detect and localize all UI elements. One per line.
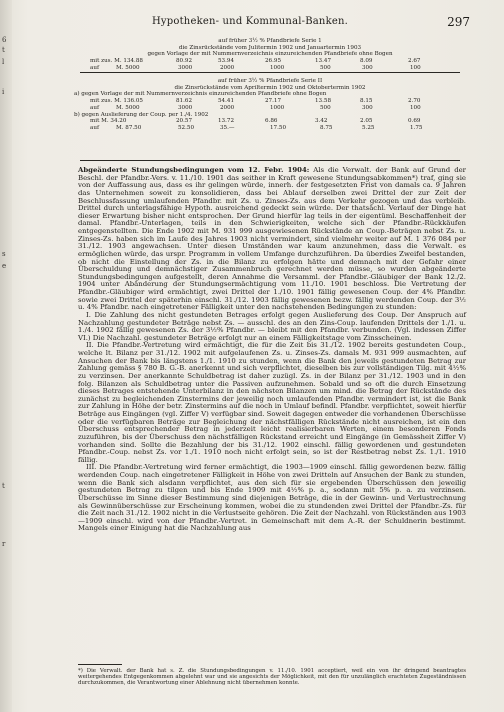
- paragraph: I. Die Zahlung des nicht gestundeten Betrages erfolgt gegen Auslieferung des Coup. Der Anspruch auf Nachzahlung gestundeter Beträge nebst Zs. — ausschl. des an den Zins-Coup. laufenden Drittels der 1./1. u. 1./4. 1902 fällig gewesenen Zs. der 3½% Pfandbr. — bleibt mit den Pfandbr. verbunden. (Vgl. indessen Ziffer VI.) Die Nachzahl. gestundeter Beträge erfolgt nur an einem Fälligkeitstage vom Zinsscheinen.: [78, 310, 466, 342]
- table-series-1: [80, 38, 460, 72]
- table-row: [80, 105, 460, 112]
- table-cell: 53.94: [218, 57, 235, 64]
- section-heading: Abgeänderte Stundungsbedingungen vom 12. Febr. 1904:: [78, 166, 310, 174]
- table-row: [80, 58, 460, 65]
- table-cell: 2000: [220, 64, 235, 71]
- table-cell: 300: [362, 64, 373, 71]
- table-cell: 5.25: [362, 125, 375, 132]
- table-cell: 500: [320, 104, 331, 111]
- table-cell: 1.75: [410, 125, 423, 132]
- table-cell: 17.50: [270, 125, 287, 132]
- table-caption: b) gegen Auslieferung der Coup. per 1./4. 1902: [74, 111, 209, 118]
- gutter-char: r: [2, 540, 6, 548]
- table-cell: 3.42: [315, 118, 328, 125]
- table-cell: 80.92: [176, 57, 193, 64]
- table-cell: 100: [410, 64, 421, 71]
- table-cell: 500: [320, 64, 331, 71]
- table-cell: M. 5000: [116, 64, 140, 71]
- running-header: [40, 16, 470, 32]
- table-cell: 2000: [220, 104, 235, 111]
- table-cell: 8.15: [360, 97, 373, 104]
- table-cell: auf: [90, 64, 100, 71]
- previous-page-edge: [0, 0, 12, 712]
- body-text: [78, 167, 466, 533]
- table-cell: 8.75: [320, 125, 333, 132]
- table-cell: 13.47: [315, 57, 332, 64]
- table-cell: 6.86: [265, 118, 278, 125]
- table-cell: 8.09: [360, 57, 373, 64]
- table-cell: M. 87.50: [116, 125, 142, 132]
- paragraph-text: Als die Verwalt. der Bank auf Grund der Beschl. der Pfandbr.-Vers. v. 11./10. 1901 das seither in Kraft gewesene Stundungsabkommen*) traf, ging sie von der Auffassung aus, dass es ihr gelingen würde, innerh. der festgesetzten Frist von damals ca. 9 Jahren das Unternehmen soweit zu konsolidieren, dass bei Ablauf derselben zwei Drittel der zur Zeit der Beschlussfassung umlaufenden Pfandbr. mit Zs. u. Zinses-Zs. aus dem Verkehr gezogen und das verbleib. Drittel durch unterlagsfähige Hypoth. ausreichend gedeckt sein würde. Der thatsächl. Verlauf der Dinge hat dieser Erwartung bisher nicht entsprochen. Der Grund hierfür lag teils in der eigentüml. Beschaffenheit der damal. Pfandbr.-Unterlagen, teils in den Schwierigkeiten, welche sich der Pfandbr.-Rückkäufen entgegenstellten. Die Ende 1902 mit M. 931 999 ausgewiesenen Rückstände an Coup.-Beträgen nebst Zs. u. Zinses-Zs. haben sich im Laufe des Jahres 1903 nicht vermindert, sind vielmehr weiter auf M. 1 376 084 per 31./12. 1903 angewachsen. Unter diesen Umständen war kaum anzunehmen, dass die Verwalt. es ermöglichen würde, das urspr. Programm in vollem Umfange durchzuführen. Da überdies Zweifel bestanden, ob nicht die Einstellung der Zs. in die Bilanz zu erfolgen hätte und demnach mit der Gefahr einer Überschuldung und demnächstiger Zusammenbruch gerechnet werden müsse, so wurden abgeänderte Stundungsbedingungen aufgestellt, deren Annahme die Versamml. der Pfandbr.-Gläubiger der Bank 12./2. 1904 unter Abänderung der Stundungsermächtigung vom 11./10. 1901 beschloss. Die Vertretung der Pfandbr.-Gläubiger wird ermächtigt, zwei Drittel der 1./10. 1901 fällig gewesenen Coup. der 4% Pfandbr. sowie zwei Drittel der späterhin einschl. 31./12. 1903 fällig gewesenen bezw. fällig werdenden Coup. der 3½ u. 4% Pfandbr. nach eingetretener Fälligkeit unter den nachstehenden Bedingungen zu stunden:: [78, 166, 466, 312]
- table-cell: mit M. 34.20: [90, 118, 127, 125]
- table-cell: 13.72: [218, 118, 235, 125]
- table-cell: 3000: [178, 104, 193, 111]
- table-cell: M. 5000: [116, 104, 140, 111]
- table-cell: auf: [90, 125, 100, 132]
- table-rule: [80, 160, 460, 161]
- table-cell: 27.17: [265, 97, 282, 104]
- table-row: [80, 118, 460, 125]
- table-caption: gegen Vorlage der mit Nummernverzeichnis einzureichenden Pfandbriefe ohne Bogen: [147, 51, 393, 58]
- gutter-char: 6: [2, 36, 7, 44]
- gutter-char: l: [2, 58, 5, 66]
- table-caption: auf früher 3½ % Pfandbriefe Serie 1: [218, 38, 322, 44]
- paragraph: II. Die Pfandbr.-Vertretung wird ermächtigt, die für die Zeit bis 31./12. 1902 bereits gestundeten Coup., welche lt. Bilanz per 31./12. 1902 mit aufgelaufenen Zs. u. Zinses-Zs. damals M. 931 999 ausmachten, auf Ansuchen der Bank bis längstens 1./1. 1910 zu stunden, wenn die Bank den jeweils gestundeten Betrag zur Zahlung gemäss § 780 B. G.-B. anerkennt und sich verpflichtet, dieselben bis zur vollständigen Tilg. mit 4½% zu verzinsen. Der anerkannte Schuldbetrag ist daher zuzügl. Zs. in der Bilanz per 31./12. 1903 und in den folg. Bilanzen als Schuldbetrag unter die Passiven aufzunehmen. Sobald und so oft die durch Einsetzung dieses Betrages entstehende Unterbilanz in den nächsten Bilanzen um mind. die Betrag der Rückstände des zunächst zu begleichenden Zinstermins der jeweilig noch umlaufenden Pfandbr. vermindert ist, ist die Bank zur Zahlung in Höhe der betr. Zinstermins auf die noch in Umlauf befindl. Pfandbr. verpflichtet, soweit hierfür Beträge aus Eingängen (vgl. Ziffer V) verfügbar sind. Soweit dagegen entweder die vorhandenen Überschüsse oder die verfügbaren Beträge zur Begleichung der nächstfälligen Rückstände nicht ausreichen, ist ein den Überschuss entsprechender Betrag in jederzeit leicht realisierbaren Werten, einem besonderen Fonds zuzuführen, bis der Überschuss den nächstfälligen Rückstand erreicht und Eingänge (in Gemässheit Ziffer V) vorhanden sind. Sollte die Bezahlung der bis 31./12. 1902 einschl. fällig gewordenen und gestundeten Pfandbr.-Coup. nebst Zs. vor 1./1. 1910 noch nicht erfolgt sein, so ist der Restbetrag nebst Zs. 1./1. 1910 fällig.: [78, 341, 466, 464]
- table-cell: 2.67: [408, 57, 421, 64]
- table-cell: 54.41: [218, 97, 235, 104]
- table-caption: a) gegen Vorlage der mit Nummernverzeichnis einzureichenden Pfandbriefe ohne Bogen: [74, 91, 327, 98]
- footnote-rule: [78, 664, 122, 665]
- table-cell: 35.—: [220, 125, 235, 132]
- header-title: Hypotheken- und Kommunal-Banken.: [152, 16, 348, 27]
- table-cell: 13.58: [315, 97, 332, 104]
- table-cell: 300: [362, 104, 373, 111]
- table-cell: 26.95: [265, 57, 282, 64]
- table-caption: die Zinsrückstände vom Julitermin 1902 und Januartermin 1903: [178, 44, 362, 51]
- table-rule: [80, 72, 460, 73]
- gutter-char: e: [2, 262, 7, 270]
- table-row: [80, 65, 460, 72]
- table-caption: auf früher 3½ % Pfandbriefe Serie II: [217, 78, 323, 84]
- table-cell: 52.50: [178, 125, 195, 132]
- table-cell: mit zus. M. 136.05: [90, 97, 143, 104]
- gutter-char: t: [2, 482, 5, 490]
- gutter-char: i: [2, 88, 5, 96]
- table-cell: 3000: [178, 64, 193, 71]
- table-cell: mit zus. M. 134.88: [90, 57, 143, 64]
- gutter-char: t: [2, 46, 5, 54]
- table-cell: 100: [410, 104, 421, 111]
- table-cell: 20.57: [176, 118, 193, 125]
- table-row: [80, 98, 460, 105]
- footnote: *) Die Verwalt. der Bank hat s. Z. die Stundungsbedingungen v. 11./10. 1901 acceptiert, weil ein von ihr dringend beantragtes weitergehendes Entgegenkommen abgelehnt war und sie angesichts der Möglichkeit, mit den für unzulänglich erachteten Zugeständnissen durchzukommen, die Verantwortung einer Ablehnung nicht übernehmen konnte.: [78, 668, 466, 687]
- paragraph: [78, 167, 466, 312]
- paragraph: III. Die Pfandbr.-Vertretung wird ferner ermächtigt, die 1903—1909 einschl. fällig gewordenen bezw. fällig werdenden Coup. nach eingetretener Fälligkeit in Höhe von zwei Dritteln auf Ansuchen der Bank zu stunden, wenn die Bank sich alsdann verpflichtet, aus den sich für sie ergebenden Überschüssen den jeweilig gestundeten Betrag zu tilgen und bis Ende 1909 mit 4½% p. a., sodann mit 5% p. a. zu verzinsen. Überschüsse im Sinne dieser Bestimmung sind diejenigen Beträge, die in der Gewinn- und Verlustrechnung als Gewinnüberschüsse zur Erscheinung kommen, wobei die zu stundenden zwei Drittel der Pfandbr.-Zs. für die Zeit nach 31./12. 1902 nicht in die Verlustseite gehören. Die Zeit der Nachzahl. von Rückständen aus 1903—1909 einschl. wird von der Pfandbr.-Vertret. in Gemeinschaft mit dem A.-R. der Schuldnerin bestimmt. Mangels einer Einigung hat die Nachzahlung aus: [78, 463, 466, 533]
- table-cell: 1000: [270, 104, 285, 111]
- table-cell: auf: [90, 104, 100, 111]
- table-cell: 2.70: [408, 97, 421, 104]
- gutter-char: s: [2, 250, 6, 258]
- table-series-2: [74, 78, 460, 132]
- table-cell: 2.05: [360, 118, 373, 125]
- page-number: 297: [447, 15, 470, 29]
- table-cell: 1000: [270, 64, 285, 71]
- table-cell: 81.62: [176, 97, 193, 104]
- table-row: [80, 125, 460, 132]
- table-cell: 0.69: [408, 118, 421, 125]
- table-caption: die Zinsrückstände vom Apriltermin 1902 und Oktobertermin 1902: [174, 84, 366, 91]
